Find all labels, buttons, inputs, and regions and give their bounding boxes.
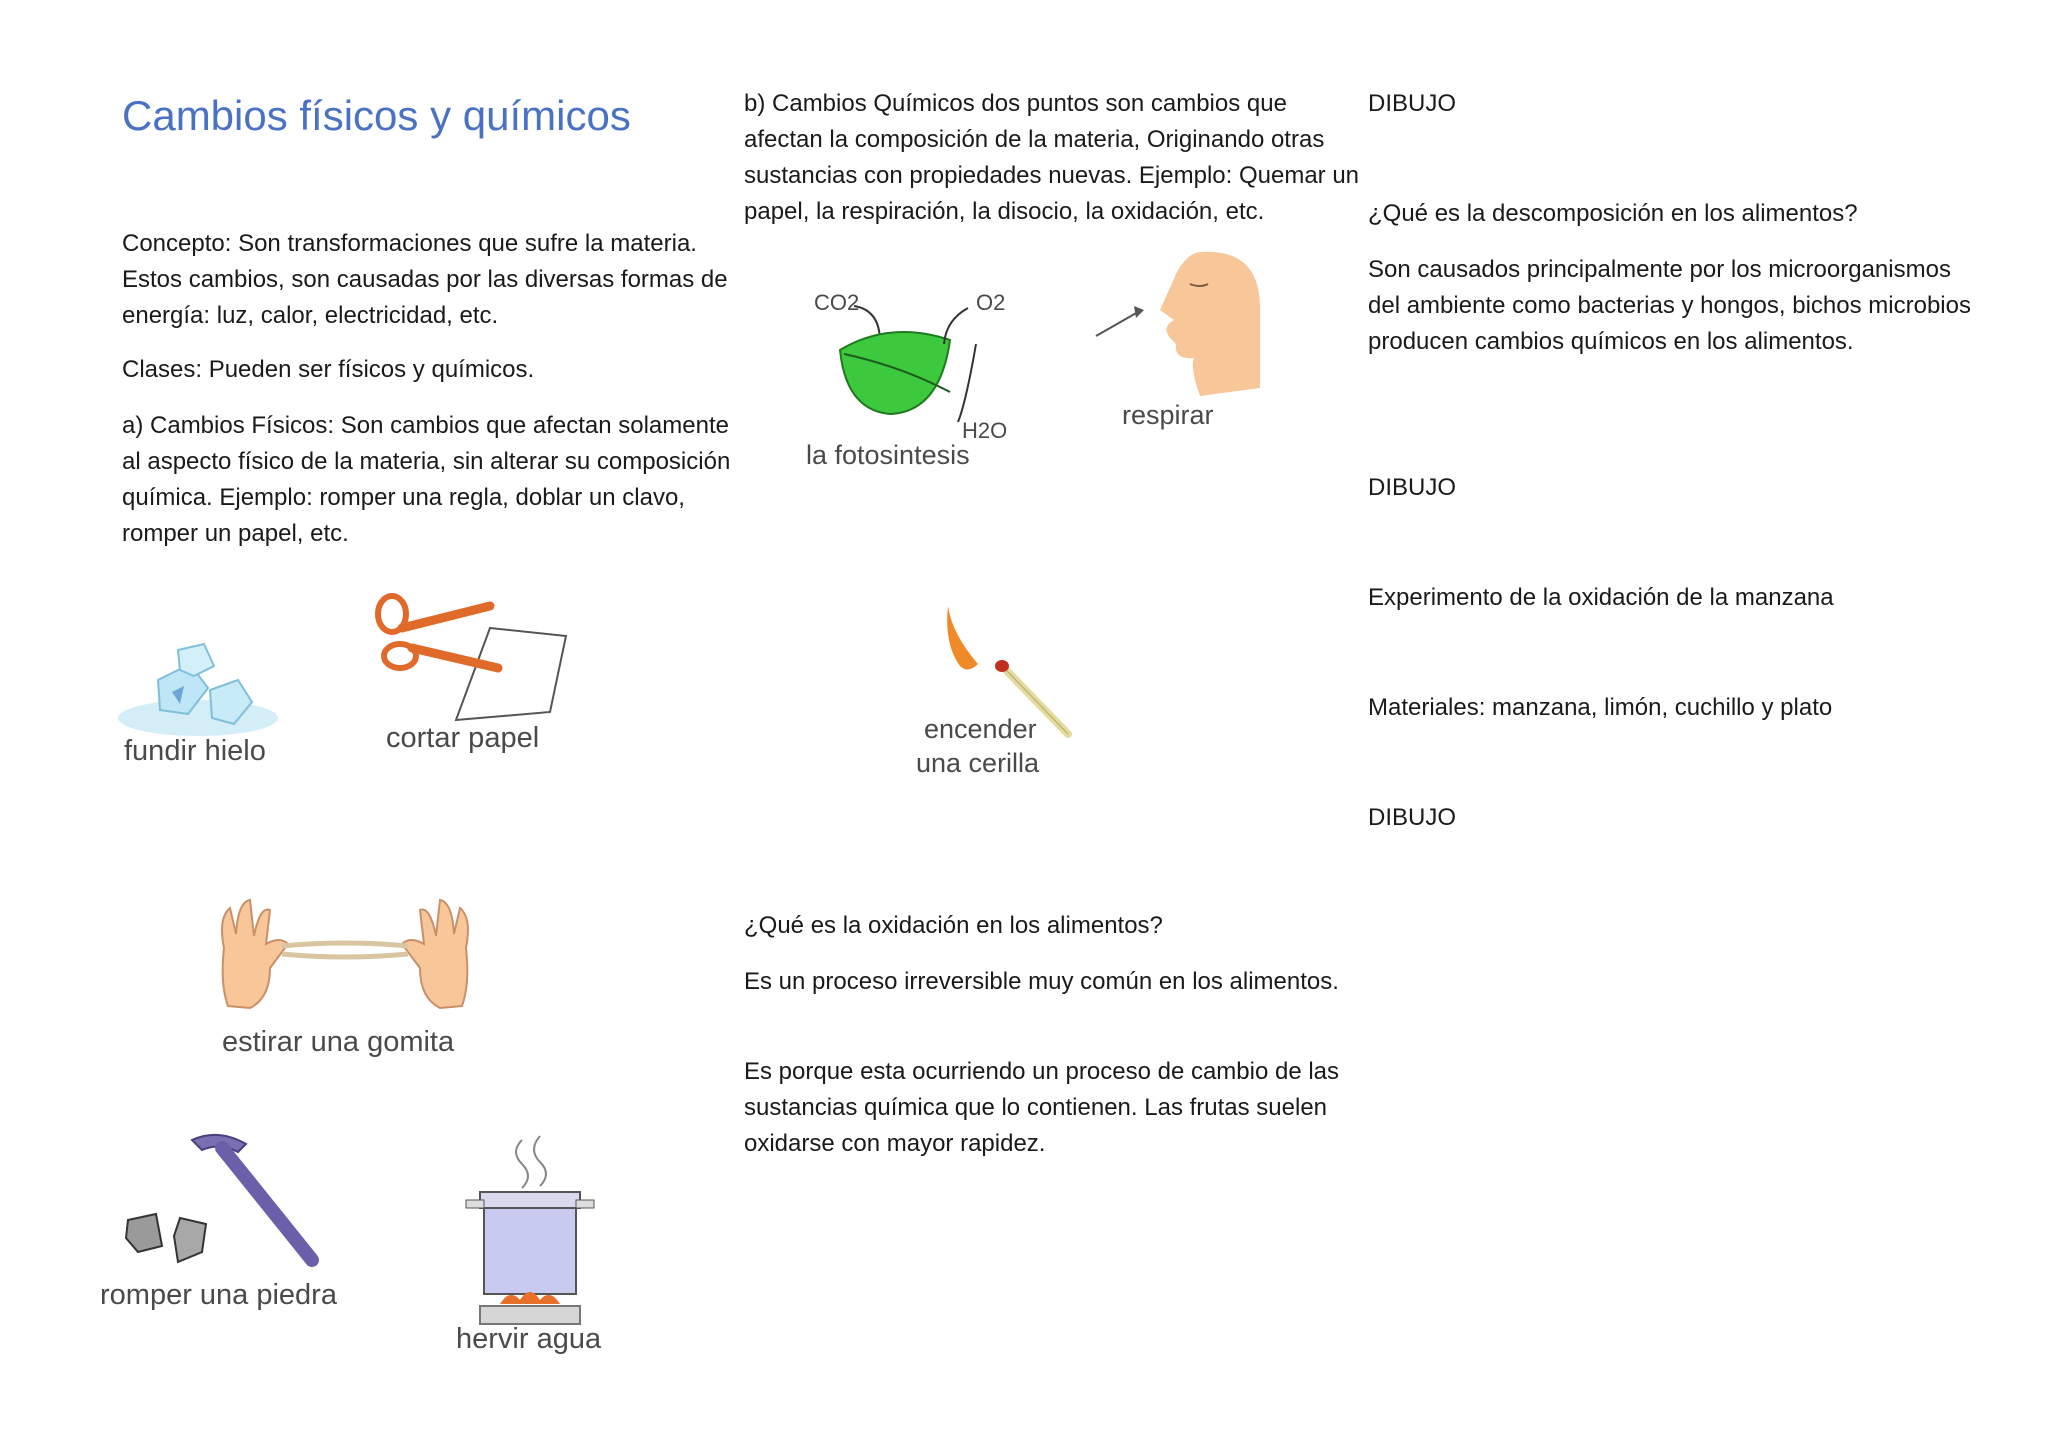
drawing-label-3: DIBUJO [1368,804,1457,831]
stone-fragment [126,1214,162,1252]
breath-arrow [1096,312,1138,336]
hammer-handle [222,1148,312,1260]
breaking-stone-illustration [98,1128,358,1318]
caption-paper: cortar papel [386,722,540,754]
caption-match-line2: una cerilla [916,748,1040,778]
caption-photosynthesis: la fotosintesis [806,440,970,470]
caption-gum: estirar una gomita [222,1026,455,1058]
materials-list: Materiales: manzana, limón, cuchillo y plato [1368,694,1833,721]
classes-paragraph: Clases: Pueden ser físicos y químicos. [122,356,535,383]
ice-cube [178,644,214,676]
decomposition-answer: Son causados principalmente por los microorganismos del ambiente como bacterias y hongos, bichos microbios producen cambios químicos en los alimentos. [1368,256,1971,355]
physical-changes-paragraph: a) Cambios Físicos: Son cambios que afectan solamente al aspecto físico de la materia, sin alterar su composición química. Ejemplo: romper una regla, doblar un clavo, romper un papel, etc. [122,412,731,547]
melting-ice-illustration [118,640,308,780]
o2-label: O2 [976,290,1006,315]
h2o-arrow [958,344,976,422]
co2-label: CO2 [814,290,860,315]
rubber-band [282,943,408,957]
breathing-illustration [1090,248,1270,438]
pot-handle [466,1200,484,1208]
match-flame [947,606,978,670]
right-hand [402,900,468,1008]
concept-paragraph: Concepto: Son transformaciones que sufre la materia. Estos cambios, son causadas por las diversas formas de energía: luz, calor, electricidad, etc. [122,230,728,329]
lighting-match-illustration [908,604,1098,784]
cutting-paper-illustration [370,592,570,762]
caption-stone: romper una piedra [100,1279,337,1311]
photosynthesis-illustration [800,282,1030,472]
h2o-label: H2O [962,418,1008,443]
caption-ice: fundir hielo [124,735,266,767]
caption-breathing: respirar [1122,400,1214,430]
face [1160,252,1260,396]
scissors-blade [402,606,490,628]
match-head [995,660,1009,672]
boiling-water-illustration [450,1134,620,1354]
water-puddle [118,700,278,736]
caption-match-line1: encender [924,714,1037,744]
chemical-changes-paragraph: b) Cambios Químicos dos puntos son cambios que afectan la composición de la materia, Originando otras sustancias con propiedades nuevas. Ejemplo: Quemar un papel, la respiración, la disocio, la oxidación, etc. [744,90,1360,225]
drawing-label-1: DIBUJO [1368,90,1457,117]
pot-lid [480,1192,580,1208]
steam [516,1136,546,1188]
page-title: Cambios físicos y químicos [122,92,631,139]
drawing-label-2: DIBUJO [1368,474,1457,501]
caption-water: hervir agua [456,1323,602,1354]
stone-fragment [174,1218,206,1262]
decomposition-question: ¿Qué es la descomposición en los alimentos? [1368,200,1858,227]
experiment-title: Experimento de la oxidación de la manzana [1368,584,1834,611]
oxidation-question: ¿Qué es la oxidación en los alimentos? [744,912,1163,939]
oxidation-answer-2: Es porque esta ocurriendo un proceso de cambio de las sustancias química que lo contienen. Las frutas suelen oxidarse con mayor rapidez. [744,1058,1340,1157]
pot-handle [576,1200,594,1208]
stove [480,1306,580,1324]
leaf [840,332,950,414]
left-hand [222,900,288,1008]
oxidation-answer-1: Es un proceso irreversible muy común en los alimentos. [744,968,1339,995]
pot [484,1208,576,1294]
stretching-gum-illustration [210,888,480,1068]
paper-sheet [456,628,566,720]
